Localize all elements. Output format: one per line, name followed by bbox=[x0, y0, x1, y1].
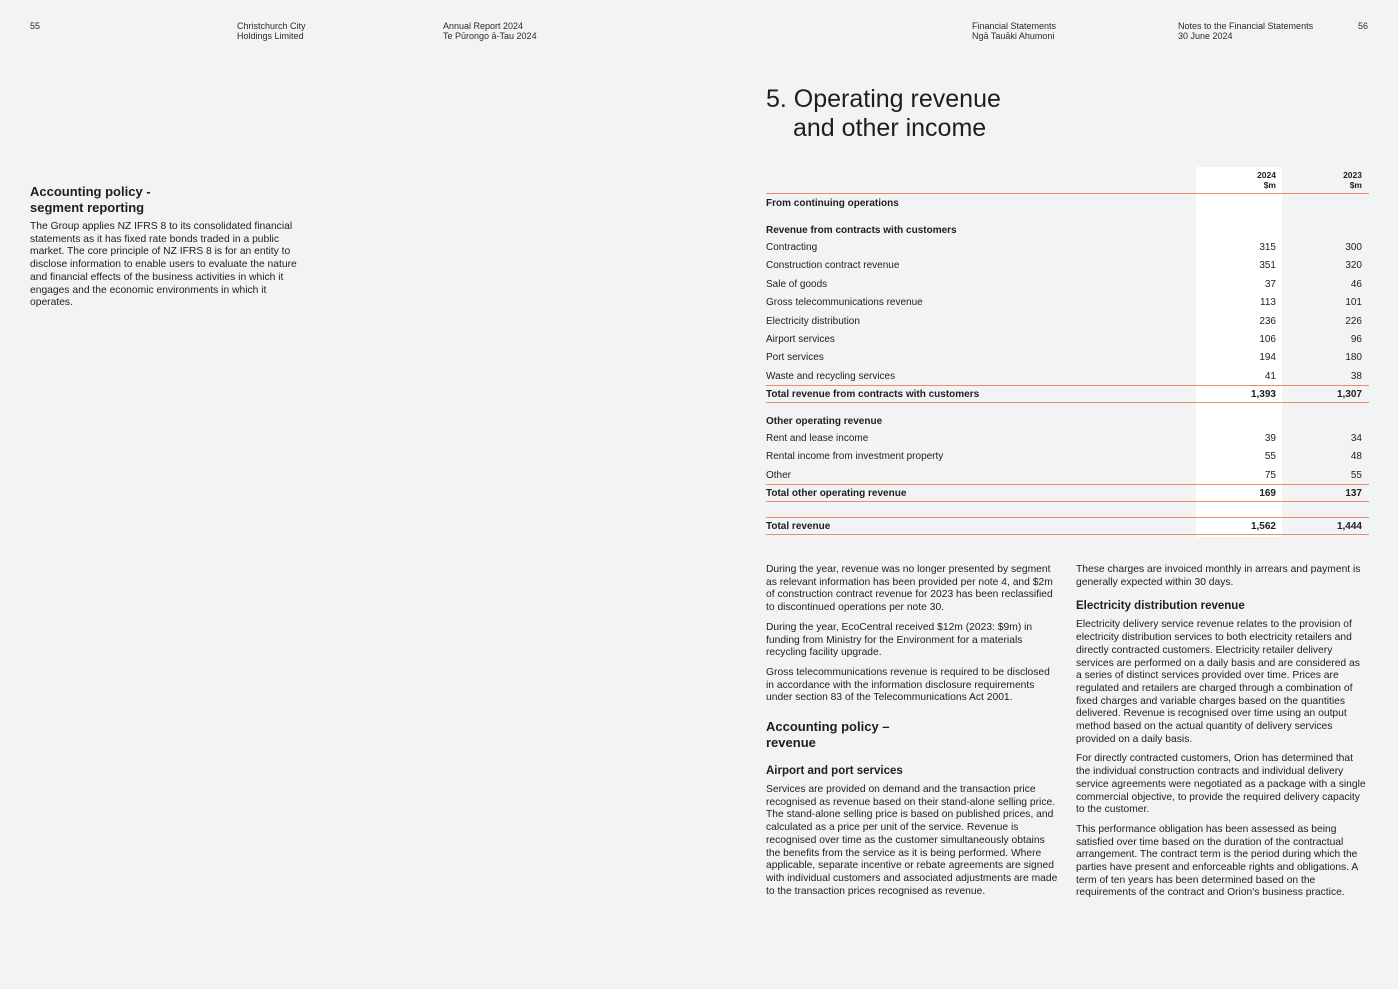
table-row: Other 75 55 bbox=[766, 470, 1362, 481]
invoicing-paragraph: These charges are invoiced monthly in arrears and payment is generally expected within 30 days. bbox=[1076, 564, 1361, 588]
airport-port-heading: Airport and port services bbox=[766, 765, 903, 778]
contracts-total-row: Total revenue from contracts with customers 1,393 1,307 bbox=[766, 389, 1362, 400]
table-row: Contracting 315 300 bbox=[766, 242, 1362, 253]
table-row: Electricity distribution 236 226 bbox=[766, 316, 1362, 327]
table-row: Rental income from investment property 55 48 bbox=[766, 451, 1362, 462]
subtotal-divider-top bbox=[766, 385, 1369, 386]
table-row: Port services 194 180 bbox=[766, 352, 1362, 363]
telecom-paragraph: Gross telecommunications revenue is required to be disclosed in accordance with the information disclosure requirements under section 83 of the Telecommunications Act 2001. bbox=[766, 666, 1050, 704]
other-revenue-heading: Other operating revenue bbox=[766, 416, 883, 427]
table-row: Construction contract revenue 351 320 bbox=[766, 260, 1362, 271]
table-row: Rent and lease income 39 34 bbox=[766, 433, 1362, 444]
table-row: Airport services 106 96 bbox=[766, 334, 1362, 345]
other-total-divider-top bbox=[766, 484, 1369, 485]
contracts-section-heading: Revenue from contracts with customers bbox=[766, 225, 957, 236]
other-total-row: Total other operating revenue 169 137 bbox=[766, 488, 1362, 499]
orion-contracts-paragraph: For directly contracted customers, Orion has determined that the individual construction contracts and individual delivery service agreements were negotiated as a package with a single commercial objective, to provide the required delivery capacity to the customer. bbox=[1076, 753, 1366, 816]
header-notes-line2: 30 June 2024 bbox=[1178, 31, 1233, 41]
grand-total-row: Total revenue 1,562 1,444 bbox=[766, 521, 1362, 532]
segment-reporting-policy bbox=[30, 184, 300, 310]
header-section-line2: Ngā Tauāki Ahumoni bbox=[972, 31, 1055, 41]
header-section bbox=[972, 21, 1056, 41]
header-notes bbox=[1178, 21, 1313, 41]
airport-port-body: Services are provided on demand and the transaction price recognised as revenue based on their stand-alone selling price. The stand-alone selling price is based on published prices, and calculated as a price per unit of the service. Revenue is recognised over time as the customer simultaneously obtains the benefits from the service as it is being performed. Where applicable, separate incentive or rebate agreements are signed with individual customers and associated adjustments are made to the transaction prices recognised as revenue. bbox=[766, 784, 1058, 897]
page-number-left: 55 bbox=[30, 21, 41, 31]
segment-policy-body: The Group applies NZ IFRS 8 to its consolidated financial statements as it has fixed rate bonds traded in a public market. The core principle of NZ IFRS 8 is for an entity to disclose information to enable users to evaluate the nature and financial effects of the business activities in which it engages and the economic environments in which it operates. bbox=[30, 221, 297, 309]
grand-total-divider-top bbox=[766, 517, 1369, 518]
header-notes-line1: Notes to the Financial Statements bbox=[1178, 21, 1314, 31]
segment-policy-heading: Accounting policy - segment reporting bbox=[30, 184, 151, 215]
column-header-2023: 2023 $m bbox=[1343, 170, 1362, 190]
header-section-line1: Financial Statements bbox=[972, 21, 1057, 31]
electricity-distribution-heading: Electricity distribution revenue bbox=[1076, 600, 1245, 613]
electricity-delivery-paragraph: Electricity delivery service revenue relates to the provision of electricity distribution services to both electricity retailers and directly contracted customers. Electricity retailer delivery services are performed on a daily basis and are considered as a series of distinct services provided over time. Prices are regulated and retailers are charged through a combination of fixed charges and variable charges based on the quantities delivered. Revenue is recognised over time using an output method based on the actual quantity of delivery services provided on a daily basis. bbox=[1076, 619, 1360, 745]
reclassification-paragraph: During the year, revenue was no longer presented by segment as relevant information has been provided per note 4, and $2m of construction contract revenue for 2023 has been reclassified to discontinued operations per note 30. bbox=[766, 564, 1053, 614]
ecocentral-paragraph: During the year, EcoCentral received $12m (2023: $9m) in funding from Ministry for the Environment for a materials recycling facility upgrade. bbox=[766, 621, 1033, 659]
body-column-left bbox=[766, 564, 1058, 905]
revenue-table bbox=[766, 167, 1369, 537]
continuing-operations-heading: From continuing operations bbox=[766, 198, 899, 209]
subtotal-divider-bottom bbox=[766, 402, 1369, 403]
header-org-line1: Christchurch City bbox=[237, 21, 306, 31]
page-number-right: 56 bbox=[1358, 21, 1369, 31]
table-row: Waste and recycling services 41 38 bbox=[766, 371, 1362, 382]
header-report-line2: Te Pūrongo ā-Tau 2024 bbox=[443, 31, 537, 41]
grand-total-divider-bottom bbox=[766, 534, 1369, 535]
header-report bbox=[443, 21, 537, 41]
header-organisation bbox=[237, 21, 306, 41]
header-org-line2: Holdings Limited bbox=[237, 31, 304, 41]
table-row: Sale of goods 37 46 bbox=[766, 279, 1362, 290]
column-header-2024: 2024 $m bbox=[1257, 170, 1276, 190]
table-row: Gross telecommunications revenue 113 101 bbox=[766, 297, 1362, 308]
other-total-divider-bottom bbox=[766, 501, 1369, 502]
revenue-policy-heading: Accounting policy – revenue bbox=[766, 719, 890, 750]
page-title: 5. Operating revenue and other income bbox=[766, 85, 1001, 142]
body-column-right bbox=[1076, 564, 1368, 907]
performance-obligation-paragraph: This performance obligation has been assessed as being satisfied over time based on the duration of the contractual arrangement. The contract term is the period during which the parties have present and enforceable rights and obligations. A term of ten years has been determined based on the requirements of the contract and Orion's business practice. bbox=[1076, 823, 1358, 899]
header-report-line1: Annual Report 2024 bbox=[443, 21, 524, 31]
header-divider bbox=[766, 193, 1369, 194]
